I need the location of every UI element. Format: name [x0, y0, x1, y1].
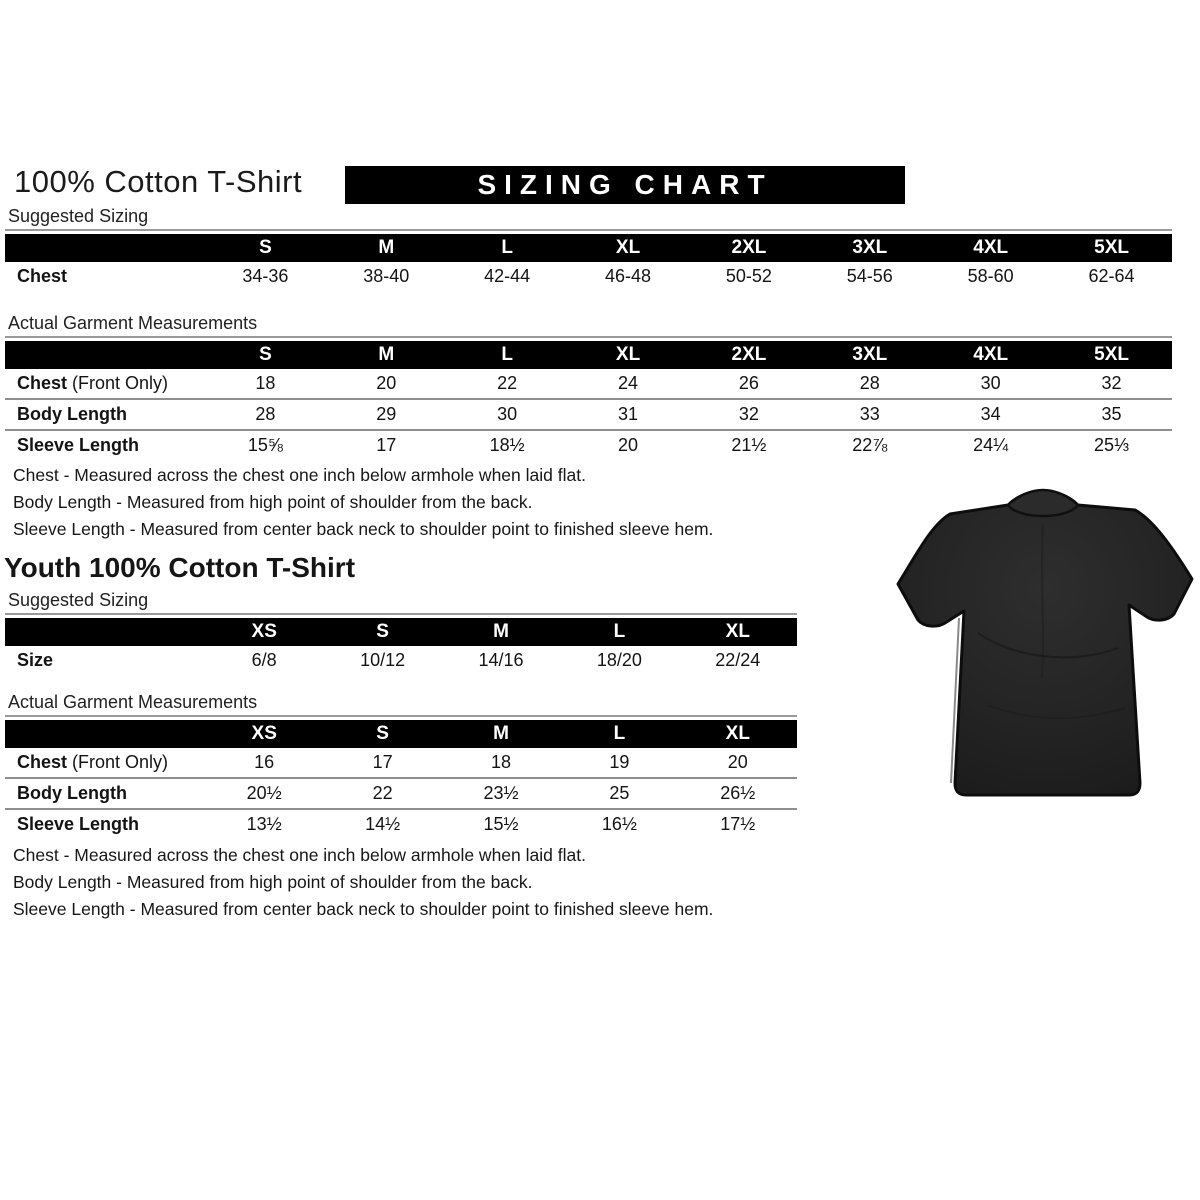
- measurement-value: 62-64: [1088, 266, 1135, 286]
- youth-suggested-sizing-table: [5, 618, 797, 675]
- sizing-chart-banner: [345, 166, 905, 204]
- section-label-youth-actual-garment-measurements: Actual Garment Measurements: [8, 692, 258, 712]
- header-spacer: [5, 720, 205, 748]
- youth-section-title: Youth 100% Cotton T-Shirt: [4, 552, 356, 583]
- measurement-value: 35: [1051, 399, 1172, 430]
- measurement-value: 22/24: [715, 650, 761, 670]
- measurement-row-label: Chest: [17, 266, 68, 286]
- youth-measurement-notes: [13, 846, 713, 927]
- measurement-note: Sleeve Length - Measured from center back neck to shoulder point to finished sleeve hem.: [13, 899, 714, 919]
- measurement-value: 25⅓: [1051, 430, 1172, 460]
- tshirt-image: [893, 483, 1197, 809]
- measurement-value: 33: [809, 399, 930, 430]
- tshirt-collar-shape: [1008, 490, 1078, 516]
- measurement-row: [5, 778, 797, 809]
- measurement-row: [5, 369, 1172, 399]
- measurement-row-label: Sleeve Length: [5, 430, 205, 460]
- measurement-value: 42-44: [484, 266, 531, 286]
- size-column-header: L: [560, 720, 678, 748]
- adult-garment-measurements-section: [5, 313, 1172, 460]
- header-spacer: [5, 234, 205, 262]
- size-column-header: XL: [679, 720, 797, 748]
- size-column-header: L: [447, 234, 568, 262]
- measurement-value: 22: [323, 778, 441, 809]
- tshirt-body-shape: [898, 491, 1192, 795]
- adult-measurement-notes: [13, 466, 713, 547]
- measurement-row: [5, 748, 797, 778]
- measurement-value: 6/8: [251, 650, 277, 670]
- size-column-header: XL: [568, 341, 689, 369]
- measurement-value: 32: [1101, 373, 1122, 393]
- measurement-note: Body Length - Measured from high point of shoulder from the back.: [13, 872, 533, 892]
- sizing-chart-banner-text: SIZING CHART: [477, 169, 773, 200]
- measurement-value: 34: [930, 399, 1051, 430]
- measurement-value: 26: [738, 373, 759, 393]
- measurement-value: 14½: [323, 809, 441, 839]
- measurement-value: 18: [255, 373, 276, 393]
- adult-suggested-sizing-table: [5, 234, 1172, 291]
- measurement-value: 18/20: [596, 650, 642, 670]
- youth-garment-measurements-table: [5, 720, 797, 839]
- size-header-row: [5, 234, 1172, 262]
- measurement-value: 16: [254, 752, 275, 772]
- measurement-value: 28: [205, 399, 326, 430]
- measurement-row: [5, 399, 1172, 430]
- size-column-header: 5XL: [1051, 341, 1172, 369]
- youth-garment-measurements-table-wrap: [5, 715, 797, 839]
- measurement-value: 28: [859, 373, 880, 393]
- measurement-row-label: Sleeve Length: [5, 809, 205, 839]
- adult-garment-measurements-table: [5, 341, 1172, 460]
- measurement-value: 20: [727, 752, 748, 772]
- measurement-value: 18: [490, 752, 511, 772]
- size-header-row: [5, 341, 1172, 369]
- measurement-note: Sleeve Length - Measured from center back neck to shoulder point to finished sleeve hem.: [13, 519, 714, 539]
- adult-garment-measurements-table-wrap: [5, 336, 1172, 460]
- page-title: 100% Cotton T-Shirt: [14, 164, 303, 199]
- adult-suggested-sizing-section: [5, 206, 1172, 291]
- size-column-header: S: [205, 234, 326, 262]
- size-column-header: L: [447, 341, 568, 369]
- size-header-row: [5, 720, 797, 748]
- measurement-note: Chest - Measured across the chest one inch below armhole when laid flat.: [13, 465, 586, 485]
- size-column-header: 2XL: [689, 234, 810, 262]
- measurement-value: 17: [326, 430, 447, 460]
- measurement-value: 22⅞: [809, 430, 930, 460]
- measurement-value: 24¼: [930, 430, 1051, 460]
- size-column-header: 5XL: [1051, 234, 1172, 262]
- measurement-value: 30: [447, 399, 568, 430]
- measurement-value: 32: [689, 399, 810, 430]
- section-label-actual-garment-measurements: Actual Garment Measurements: [8, 313, 258, 333]
- measurement-value: 46-48: [605, 266, 652, 286]
- measurement-value: 17: [372, 752, 393, 772]
- measurement-value: 24: [618, 373, 639, 393]
- measurement-value: 34-36: [242, 266, 289, 286]
- size-column-header: 3XL: [809, 234, 930, 262]
- youth-suggested-sizing-section: [5, 590, 797, 675]
- size-column-header: 4XL: [930, 341, 1051, 369]
- size-column-header: S: [323, 618, 441, 646]
- measurement-row-label: Body Length: [5, 778, 205, 809]
- size-column-header: M: [326, 234, 447, 262]
- measurement-row: [5, 430, 1172, 460]
- measurement-row-label: Chest (Front Only): [17, 373, 169, 393]
- size-column-header: XS: [205, 618, 323, 646]
- adult-suggested-sizing-table-wrap: [5, 229, 1172, 291]
- size-column-header: L: [560, 618, 678, 646]
- measurement-row-label: Chest (Front Only): [17, 752, 169, 772]
- youth-garment-measurements-section: [5, 692, 797, 839]
- youth-suggested-sizing-table-wrap: [5, 613, 797, 675]
- measurement-value: 58-60: [967, 266, 1014, 286]
- size-column-header: S: [205, 341, 326, 369]
- measurement-row-label: Size: [17, 650, 54, 670]
- measurement-value: 14/16: [478, 650, 524, 670]
- size-column-header: S: [323, 720, 441, 748]
- size-column-header: 3XL: [809, 341, 930, 369]
- size-column-header: M: [442, 720, 560, 748]
- measurement-note: Chest - Measured across the chest one inch below armhole when laid flat.: [13, 845, 586, 865]
- size-column-header: M: [326, 341, 447, 369]
- measurement-value: 20½: [205, 778, 323, 809]
- size-column-header: M: [442, 618, 560, 646]
- measurement-row: [5, 262, 1172, 291]
- measurement-value: 22: [497, 373, 518, 393]
- size-column-header: XL: [568, 234, 689, 262]
- measurement-value: 17½: [679, 809, 797, 839]
- measurement-value: 31: [568, 399, 689, 430]
- header-spacer: [5, 618, 205, 646]
- measurement-value: 16½: [560, 809, 678, 839]
- size-column-header: XL: [679, 618, 797, 646]
- measurement-value: 20: [376, 373, 397, 393]
- measurement-value: 15½: [442, 809, 560, 839]
- measurement-value: 21½: [689, 430, 810, 460]
- size-column-header: XS: [205, 720, 323, 748]
- measurement-value: 19: [609, 752, 630, 772]
- size-column-header: 4XL: [930, 234, 1051, 262]
- section-label-youth-suggested-sizing: Suggested Sizing: [8, 590, 149, 610]
- measurement-value: 10/12: [360, 650, 406, 670]
- measurement-value: 38-40: [363, 266, 410, 286]
- measurement-value: 25: [560, 778, 678, 809]
- measurement-value: 29: [326, 399, 447, 430]
- section-label-suggested-sizing: Suggested Sizing: [8, 206, 149, 226]
- measurement-value: 15⅝: [205, 430, 326, 460]
- measurement-note: Body Length - Measured from high point of shoulder from the back.: [13, 492, 533, 512]
- measurement-value: 18½: [447, 430, 568, 460]
- measurement-value: 54-56: [846, 266, 893, 286]
- size-header-row: [5, 618, 797, 646]
- header-spacer: [5, 341, 205, 369]
- measurement-value: 20: [568, 430, 689, 460]
- measurement-value: 23½: [442, 778, 560, 809]
- measurement-row: [5, 809, 797, 839]
- measurement-row: [5, 646, 797, 675]
- measurement-value: 30: [980, 373, 1001, 393]
- measurement-row-label: Body Length: [5, 399, 205, 430]
- size-column-header: 2XL: [689, 341, 810, 369]
- measurement-value: 13½: [205, 809, 323, 839]
- measurement-value: 50-52: [725, 266, 772, 286]
- measurement-value: 26½: [679, 778, 797, 809]
